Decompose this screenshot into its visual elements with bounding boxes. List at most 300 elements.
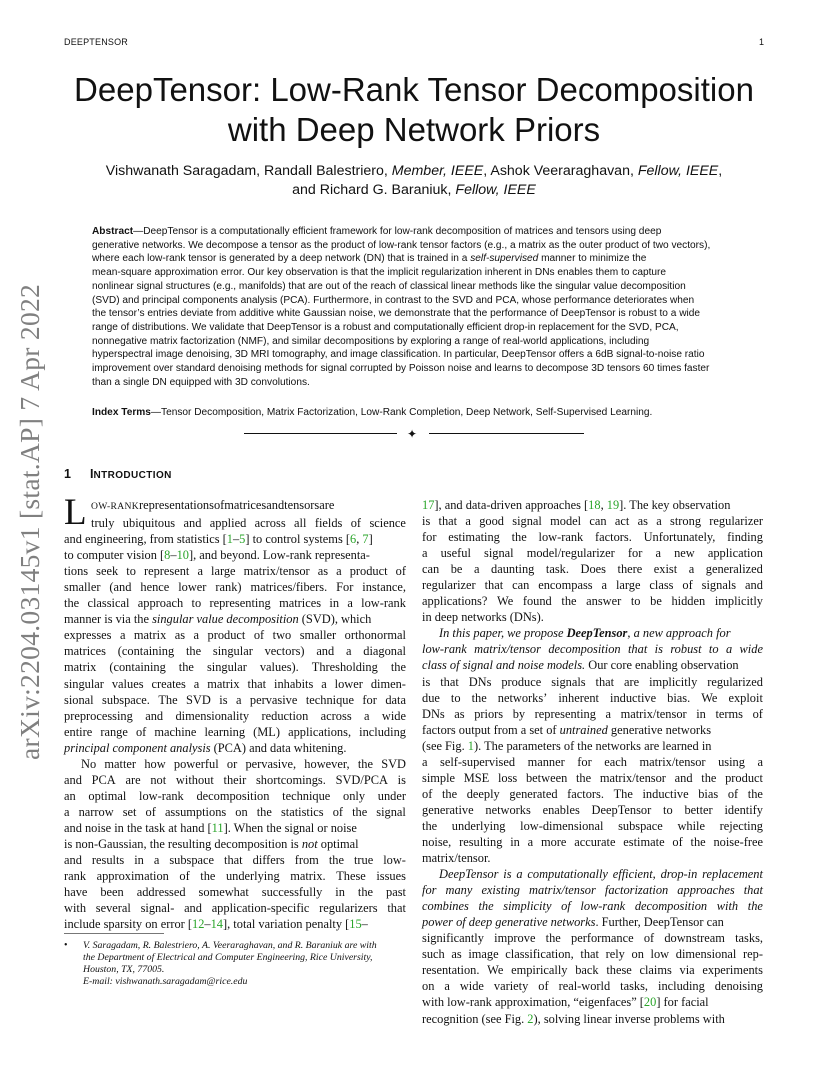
footnote-line: V. Saragadam, R. Balestriero, A. Veeraraghavan, and R. Baraniuk are with: [83, 940, 377, 951]
text-line: [422, 930, 763, 946]
word: a: [119, 628, 126, 643]
text-run: where each low-rank tensor is generated by a deep network (DN) that is trained in a: [92, 253, 471, 265]
word: signal: [376, 804, 406, 819]
text-run: ]: [368, 532, 373, 547]
word: resulting: [459, 834, 503, 849]
line-run: [422, 738, 711, 754]
word: expresses: [64, 628, 112, 643]
word: of: [752, 706, 763, 721]
word: We: [497, 594, 514, 609]
word: the: [471, 690, 487, 705]
word: the: [561, 594, 577, 609]
word: the: [690, 834, 706, 849]
word: vectors): [264, 644, 305, 659]
word: factors.: [595, 530, 632, 545]
word: wide: [459, 979, 484, 994]
text-line: [64, 595, 406, 611]
word: instance,: [362, 580, 406, 595]
abstract-line: [92, 225, 735, 239]
word: ubiquitous: [122, 516, 176, 531]
word: narrow: [78, 804, 114, 819]
word: useful: [440, 546, 471, 561]
arxiv-identifier-stamp: arXiv:2204.03145v1 [stat.AP] 7 Apr 2022: [14, 283, 45, 760]
word: in: [335, 885, 345, 900]
citation-link[interactable]: 14: [210, 917, 223, 932]
text-run: hyperspectral image denoising, 3D MRI tomography, and image classification. In particular, DeepTensor offers a 6dB signal-to-noise ratio: [92, 349, 705, 361]
word: range: [100, 724, 128, 739]
word: signal: [484, 546, 514, 561]
footnote-line: Houston, TX, 77005.: [83, 964, 165, 976]
abstract-line: [92, 294, 735, 308]
text-run: (see Fig.: [422, 738, 468, 753]
text-run: and noise in the task at hand [: [64, 820, 212, 835]
word: a: [153, 853, 160, 868]
text-run: (SVD) and principal components analysis (PCA). Furthermore, in contrast to the SVD and PCA, whose performance deteriorates when: [92, 294, 695, 306]
word: a: [235, 692, 242, 707]
word: and: [145, 708, 164, 723]
word: model/regularizer: [526, 546, 615, 561]
word: low-rank: [361, 596, 406, 611]
text-line: [422, 513, 763, 529]
footnote-line: E-mail: vishwanath.saragadam@rice.edu: [83, 976, 248, 988]
word: statistics: [280, 804, 324, 819]
word: SVD: [381, 756, 406, 771]
line-run: [422, 657, 739, 673]
word: for: [362, 692, 377, 707]
word: encompass: [538, 578, 593, 593]
word: replacement: [702, 867, 763, 882]
word: underlying: [451, 818, 506, 833]
word: subspace: [618, 818, 663, 833]
citation-link[interactable]: 18: [588, 498, 601, 512]
text-run: OW-RANK: [91, 501, 139, 512]
word: terms: [715, 706, 743, 721]
word: applications?: [422, 594, 488, 609]
word: the: [185, 644, 202, 659]
text-run: untrained: [559, 722, 608, 737]
word: Does: [580, 562, 606, 577]
word: No: [81, 756, 97, 771]
line-run: [64, 820, 357, 836]
word: as: [174, 628, 186, 643]
word: Unfortunately,: [643, 530, 716, 545]
word: smaller: [64, 580, 101, 595]
word: in: [696, 706, 706, 721]
text-run: nonlinear signal structures (e.g., manifolds) that are out of the reach of classical linear methods like the singular value decomposition: [92, 280, 686, 292]
word: applications,: [288, 724, 352, 739]
word: finding: [727, 530, 763, 545]
word: can: [422, 562, 440, 577]
word: to: [191, 596, 202, 611]
text-run: –: [170, 548, 177, 563]
section-number: 1: [64, 467, 71, 481]
word: application: [707, 546, 763, 561]
word: (containing: [109, 660, 166, 675]
text-line: [422, 994, 763, 1010]
word: claims: [639, 963, 672, 978]
word: entire: [64, 724, 93, 739]
word: as: [451, 947, 462, 962]
word: robust: [670, 642, 702, 657]
word: a: [688, 562, 695, 577]
text-line: [422, 946, 763, 962]
word: matrix/tensor: [474, 642, 541, 657]
word: rank): [215, 580, 242, 595]
text-run: , a new approach for: [627, 626, 731, 641]
word: that: [224, 853, 243, 868]
word: technique: [282, 788, 331, 803]
word: a: [422, 754, 428, 769]
text-line: [422, 657, 763, 673]
word: rank: [64, 869, 87, 884]
text-run: factors output from a set of: [422, 722, 560, 737]
word: of: [145, 804, 156, 819]
text-line: [64, 515, 406, 531]
text-line: [64, 852, 406, 868]
word: can: [589, 514, 607, 529]
footnote-bullet: •: [64, 940, 68, 951]
word: addressed: [136, 885, 186, 900]
word: and: [64, 853, 82, 868]
text-run: representations: [138, 498, 214, 512]
word: strong: [670, 514, 702, 529]
word: somewhat: [198, 885, 249, 900]
word: a: [725, 642, 733, 657]
word: to: [663, 802, 673, 817]
text-run: generative networks. We decompose a tensor as the product of low-rank tensor factors (e.g., a matrix as the outer product of two vectors),: [92, 239, 711, 251]
word: to: [630, 594, 641, 609]
word: dimensional: [675, 947, 737, 962]
text-line: [64, 531, 406, 547]
word: values).: [259, 660, 299, 675]
text-line: [422, 722, 763, 738]
word: of: [253, 628, 265, 643]
text-run: than a single DN equipped with 3D convolutions.: [92, 376, 310, 388]
text-line: [422, 754, 763, 770]
word: for: [627, 546, 643, 561]
word: experiments: [702, 963, 763, 978]
text-run: Abstract: [92, 226, 134, 237]
word: an: [64, 788, 76, 803]
word: two: [272, 628, 292, 643]
word: the: [357, 756, 373, 771]
word: signals: [701, 578, 737, 593]
index-terms-line: [92, 406, 735, 420]
text-line: [422, 770, 763, 786]
word: be: [450, 562, 463, 577]
text-line: [422, 898, 763, 914]
word: of: [350, 516, 362, 531]
word: in: [329, 596, 340, 611]
word: that: [440, 674, 459, 689]
word: wide: [739, 642, 763, 657]
word: across: [320, 708, 352, 723]
word: found: [522, 594, 552, 609]
word: a: [364, 708, 370, 723]
word: and: [184, 901, 202, 916]
word: smaller: [299, 628, 337, 643]
word: (ML): [253, 724, 280, 739]
word: representing: [534, 706, 596, 721]
word: inherent: [558, 690, 599, 705]
left-text-column: [64, 492, 406, 932]
word: efficient,: [612, 867, 656, 882]
word: signal-: [140, 901, 175, 916]
word: not: [150, 772, 167, 787]
text-line: [64, 804, 406, 820]
text-run: recognition (see Fig.: [422, 1011, 528, 1026]
word: PCA: [91, 772, 116, 787]
word: the: [422, 818, 438, 833]
word: improve: [494, 931, 536, 946]
citation-link[interactable]: 20: [643, 995, 657, 1010]
word: successfully: [261, 885, 323, 900]
citation-link[interactable]: 10: [176, 548, 189, 563]
word: results: [91, 853, 125, 868]
footnote-line: the Department of Electrical and Computer Engineering, Rice University,: [83, 952, 373, 964]
text-run: is non-Gaussian, the resulting decomposition is: [64, 836, 302, 851]
word: is: [654, 642, 663, 657]
text-run: and: [266, 498, 285, 512]
word: rejecting: [719, 818, 763, 833]
text-line: [422, 529, 763, 545]
word: simplicity: [503, 899, 552, 914]
word: dimen-: [370, 676, 406, 691]
word: singular: [206, 660, 247, 675]
word: are: [624, 674, 640, 689]
text-run: Our core enabling observation: [585, 658, 739, 673]
word: several: [95, 901, 131, 916]
word: enables: [542, 802, 580, 817]
word: learning: [204, 724, 246, 739]
text-line: [422, 674, 763, 690]
word: denoising: [714, 979, 763, 994]
word: hidden: [671, 594, 706, 609]
abstract-line: [92, 321, 735, 335]
word: a: [444, 979, 450, 994]
word: sional: [64, 692, 94, 707]
word: implicitly: [714, 594, 763, 609]
word: rely: [605, 947, 625, 962]
word: the: [747, 899, 763, 914]
word: the: [256, 804, 272, 819]
word: a: [757, 754, 763, 769]
citation-link[interactable]: 2: [527, 1011, 534, 1026]
word: the: [328, 853, 344, 868]
word: many: [445, 883, 473, 898]
text-line: [422, 914, 763, 930]
citation-link[interactable]: 5: [239, 532, 246, 547]
text-run: and Richard G. Baraniuk,: [292, 182, 456, 198]
word: of: [538, 979, 549, 994]
word: low-dimensional: [520, 818, 604, 833]
word: as: [454, 706, 465, 721]
word: implicitly: [649, 674, 698, 689]
word: subspace: [169, 853, 215, 868]
text-line: [422, 866, 763, 882]
text-run: of: [213, 498, 225, 512]
abstract-line: [92, 239, 735, 253]
word: bias.: [667, 690, 691, 705]
right-text-column: [422, 497, 763, 1027]
word: are: [125, 772, 141, 787]
word: is: [219, 692, 228, 707]
word: reduction: [261, 708, 309, 723]
word: simple: [422, 770, 456, 785]
text-run: the tensor’s entries deviate from additive white Gaussian noise, we demonstrate that the performance of DeepTensor is robust to a wide: [92, 308, 701, 320]
text-line: [64, 836, 406, 852]
line-run: [422, 497, 730, 513]
word: on: [631, 947, 644, 962]
word: matrix: [64, 660, 97, 675]
word: For: [336, 580, 354, 595]
word: to: [126, 564, 136, 579]
citation-link[interactable]: 1: [226, 532, 233, 547]
word: is: [397, 772, 406, 787]
word: the: [64, 596, 80, 611]
citation-link[interactable]: 12: [192, 917, 205, 932]
text-run: ], and beyond. Low-rank representa-: [188, 548, 370, 563]
diamond-ornament-icon: ✦: [407, 427, 418, 441]
text-run: —Tensor Decomposition, Matrix Factorization, Low-Rank Completion, Deep Network, Self-Supervised Learning.: [150, 407, 653, 418]
text-run: . Further, DeepTensor can: [595, 915, 724, 930]
text-run: ]. The key observation: [619, 498, 731, 512]
citation-link[interactable]: 19: [606, 498, 620, 512]
section-divider: [244, 427, 584, 441]
drop-cap-letter: L: [64, 492, 87, 533]
text-run: –: [204, 917, 211, 932]
word: computationally: [527, 867, 608, 882]
citation-link[interactable]: 8: [164, 548, 171, 563]
text-run: mean-square approximation error. Our key observation is that the implicit regularization inherent in DNs enables them to capture: [92, 267, 667, 279]
text-run: –: [361, 917, 368, 932]
title-line: DeepTensor: Low-Rank Tensor Decomposition: [74, 71, 754, 108]
text-line: [422, 609, 763, 625]
word: shortcomings.: [255, 772, 326, 787]
word: low-rank: [580, 899, 626, 914]
text-line: [422, 834, 763, 850]
word: of: [395, 564, 406, 579]
word: existing: [481, 883, 520, 898]
word: with: [716, 899, 739, 914]
line-run: [64, 547, 370, 563]
text-line: [64, 547, 406, 563]
word: the: [357, 885, 374, 900]
word: inhabits: [274, 676, 314, 691]
word: pervasive: [249, 692, 298, 707]
text-line: [422, 818, 763, 834]
author-list: [64, 162, 764, 200]
text-run: with low-rank approximation, “eigenfaces” [: [422, 995, 644, 1010]
word: applied: [209, 516, 247, 531]
text-line: [422, 962, 763, 978]
line-run: [422, 1011, 725, 1027]
word: decomposition: [196, 788, 270, 803]
citation-link[interactable]: 15: [349, 917, 362, 932]
word: performance: [571, 931, 634, 946]
word: estimate: [623, 834, 665, 849]
citation-link[interactable]: 17: [422, 498, 435, 512]
text-line: [64, 788, 406, 804]
word: only: [343, 788, 366, 803]
text-line: [64, 740, 406, 756]
word: more: [540, 834, 567, 849]
text-line: [64, 708, 406, 724]
word: including: [658, 979, 705, 994]
text-line: [422, 641, 763, 657]
line-run: [422, 722, 711, 738]
text-line: [422, 545, 763, 561]
divider-rule-left: [244, 433, 397, 434]
word: product: [725, 770, 763, 785]
word: inductive: [610, 690, 657, 705]
word: decomposition: [548, 642, 621, 657]
text-line: [64, 916, 406, 932]
text-run: ], and data-driven approaches [: [434, 498, 589, 512]
text-run: DeepTensor: [566, 626, 628, 641]
word: generative: [422, 802, 474, 817]
word: decomposition: [634, 899, 708, 914]
citation-link[interactable]: 1: [467, 738, 474, 753]
word: via: [679, 963, 695, 978]
word: SVD/PCA: [335, 772, 388, 787]
citation-link[interactable]: 11: [211, 820, 224, 835]
word: regularizer: [709, 514, 763, 529]
text-run: Vishwanath Saragadam, Randall Balestriero,: [105, 163, 392, 179]
text-run: Member, IEEE: [391, 163, 484, 179]
text-run: manner is via the: [64, 612, 153, 627]
text-line: [64, 756, 406, 772]
word: including: [359, 724, 406, 739]
line-run: [439, 625, 731, 641]
word: daunting: [491, 562, 535, 577]
word: across: [254, 516, 286, 531]
word: produce: [501, 674, 542, 689]
word: how: [144, 756, 166, 771]
word: of: [422, 786, 433, 801]
text-run: In this paper, we propose: [439, 626, 567, 641]
word: matrix/tensor: [243, 564, 310, 579]
text-run: –: [232, 532, 240, 547]
word: tasks,: [620, 979, 649, 994]
word: of: [682, 578, 693, 593]
word: regularized: [707, 674, 763, 689]
word: that: [595, 674, 615, 689]
abstract-line: [92, 266, 735, 280]
text-line: [422, 690, 763, 706]
word: that: [438, 514, 458, 529]
word: been: [100, 885, 124, 900]
word: and: [316, 644, 335, 659]
line-run: [422, 914, 724, 930]
citation-link[interactable]: 6: [350, 532, 357, 547]
text-line: [422, 802, 763, 818]
text-run: matrices: [224, 498, 267, 512]
citation-link[interactable]: 7: [362, 532, 369, 547]
word: that: [743, 883, 763, 898]
word: noise,: [422, 834, 452, 849]
word: of: [643, 931, 655, 946]
word: matrix.: [290, 869, 326, 884]
word: to: [708, 642, 719, 657]
word: identify: [724, 802, 763, 817]
text-run: ,: [718, 163, 723, 179]
word: a: [527, 834, 534, 849]
text-line: [64, 692, 406, 708]
text-run: Index Terms: [92, 407, 151, 418]
abstract-line: [92, 280, 735, 294]
word: the: [200, 869, 216, 884]
